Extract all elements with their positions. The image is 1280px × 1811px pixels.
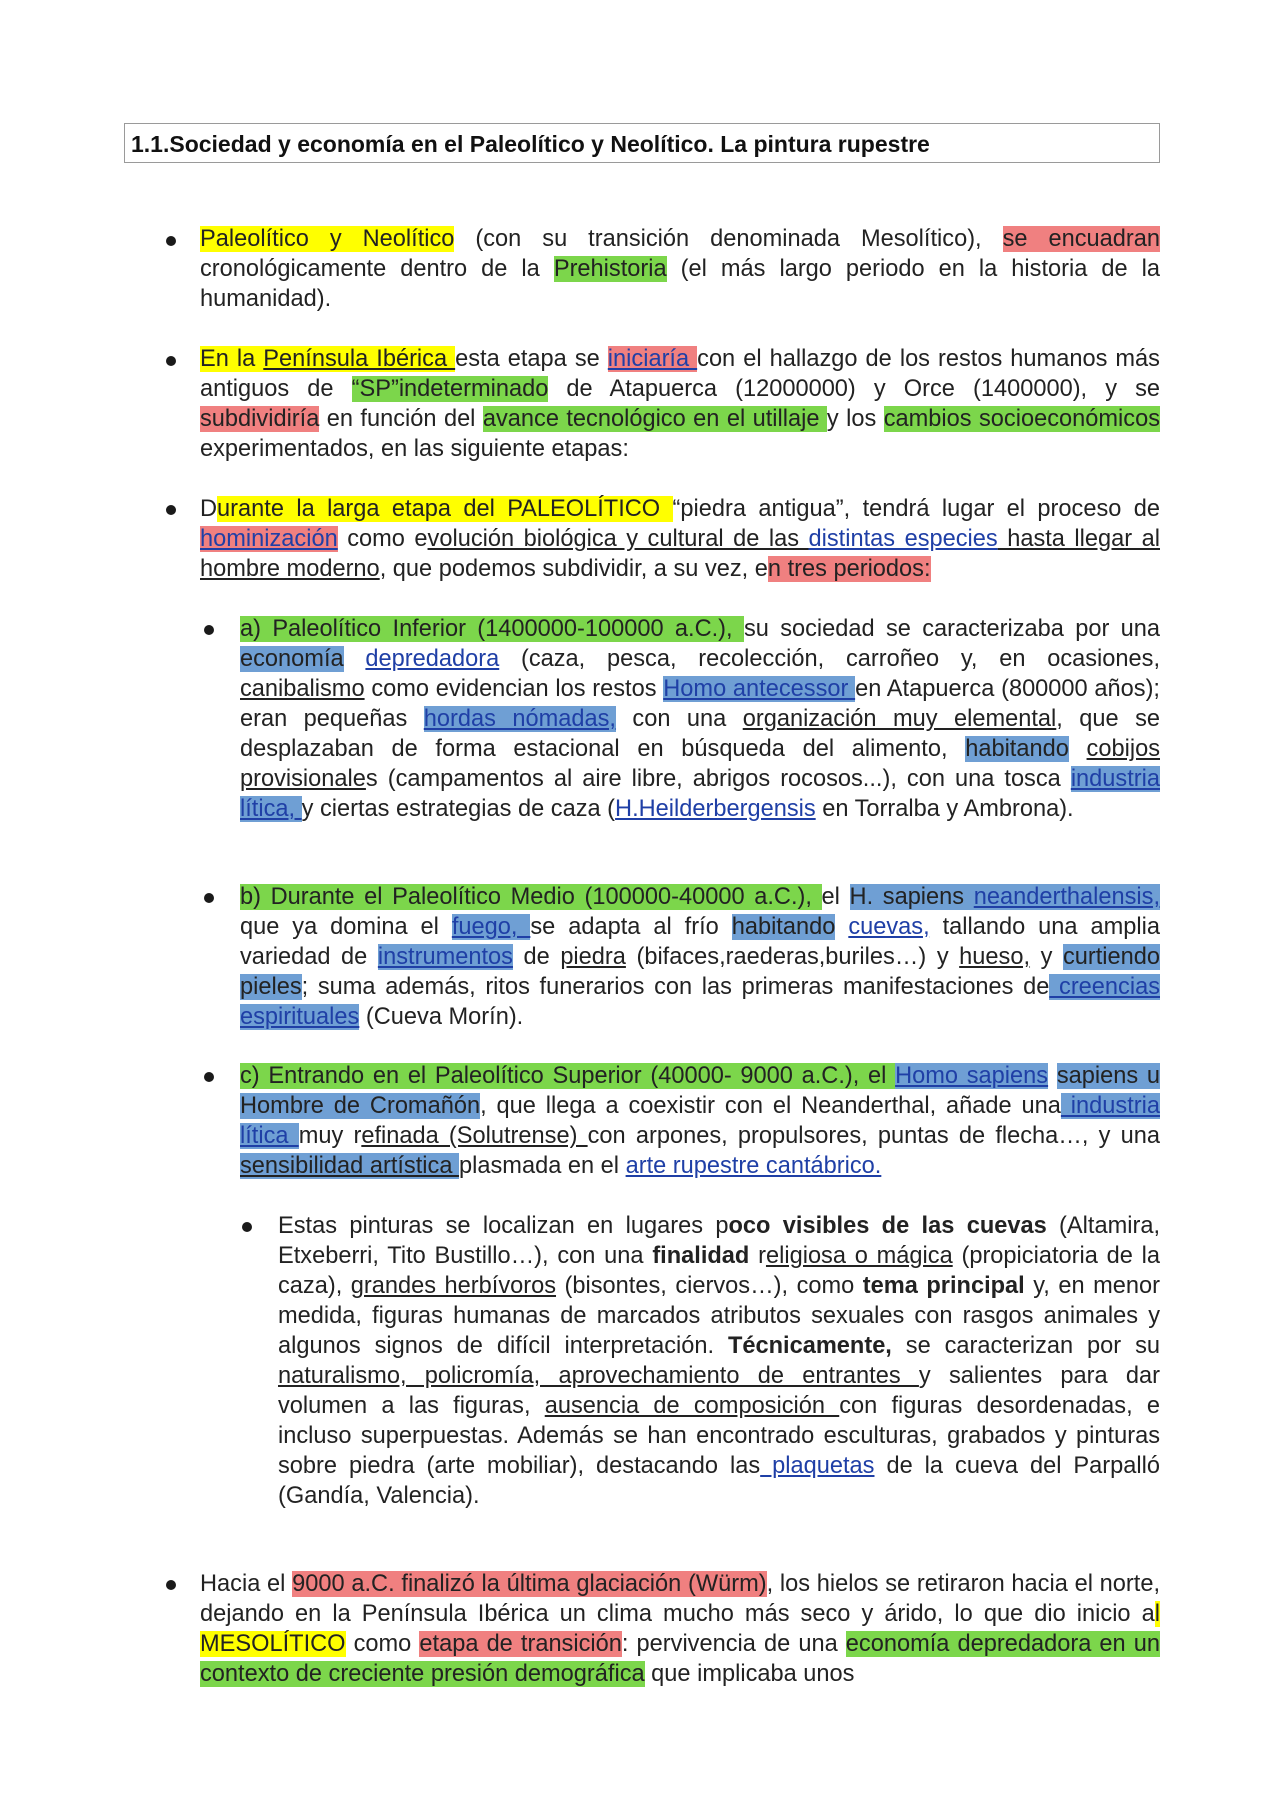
highlighted-text: Península Ibérica xyxy=(263,346,456,372)
text-run: de xyxy=(512,944,561,970)
paragraph-paleolitico-medio xyxy=(240,882,1160,1032)
highlighted-text: b) Durante el Paleolítico Medio (100000-40000 a.C.), xyxy=(240,884,822,910)
highlighted-text: economía xyxy=(240,646,344,672)
text-run: experimentados, en las siguiente etapas: xyxy=(200,436,629,462)
text-run: con figuras desordenadas, e incluso superpuestas. Además se han encontrado esculturas, grabados y pinturas sobre piedra (arte mobiliar), destacando las xyxy=(278,1393,1160,1479)
text-run: con el hallazgo de los restos humanos más antiguos de xyxy=(200,346,1160,402)
text-run: ; suma además, ritos funerarios con las primeras manifestaciones de xyxy=(301,974,1050,1000)
text-run: (propiciatoria de la caza), xyxy=(278,1243,1160,1299)
text-run: como e xyxy=(337,526,428,552)
text-run: (Cueva Morín). xyxy=(359,1004,524,1030)
text-run: con una xyxy=(615,706,743,732)
highlighted-text: n tres periodos: xyxy=(767,556,931,582)
highlighted-text: subdividiría xyxy=(200,406,320,432)
highlighted-text: oco visibles de las cuevas xyxy=(728,1213,1047,1239)
text-run: , los hielos se retiraron hacia el norte, dejando en la Península Ibérica un clima mucho más seco y árido, lo que dio inicio a xyxy=(200,1571,1161,1627)
text-run: con arpones, propulsores, puntas de flecha…, y una xyxy=(587,1123,1160,1149)
text-run: (caza, pesca, recolección, carroñeo y, en ocasiones, xyxy=(499,646,1160,672)
text-run: plasmada en el xyxy=(459,1153,626,1179)
text-link[interactable]: neanderthalensis, xyxy=(973,884,1160,910)
paragraph-paleolitico-inferior xyxy=(240,614,1160,824)
text-run: “piedra antigua”, tendrá lugar el proceso de xyxy=(672,496,1160,522)
text-run xyxy=(1069,736,1087,762)
text-run: como xyxy=(345,1631,420,1657)
text-run: de Atapuerca (12000000) y Orce (1400000), y se xyxy=(548,376,1160,402)
highlighted-text: volución biológica y cultural de las xyxy=(427,526,809,552)
highlighted-text: cambios socioeconómicos xyxy=(883,406,1160,432)
text-link[interactable]: creencias espirituales xyxy=(240,974,1160,1030)
highlighted-text: habitando xyxy=(731,914,836,940)
paragraph-mesolitico xyxy=(200,1569,1160,1689)
text-run: como evidencian los restos xyxy=(364,676,664,702)
text-run: (bifaces,raederas,buriles…) y xyxy=(625,944,960,970)
highlighted-text: 9000 a.C. finalizó la última glaciación (Würm) xyxy=(292,1571,767,1597)
highlighted-text: organización muy elemental xyxy=(742,706,1057,732)
bullet-marker xyxy=(242,1222,252,1232)
paragraph-prehistoria xyxy=(200,224,1160,314)
bullet-marker xyxy=(166,356,176,366)
text-run: (el más largo periodo en la historia de la humanidad). xyxy=(200,256,1161,312)
highlighted-text: urante la larga etapa del PALEOLÍTICO xyxy=(217,496,673,522)
text-run: que implicaba unos xyxy=(644,1661,855,1687)
text-run: el xyxy=(821,884,850,910)
text-run: , que llega a coexistir con el Neanderthal, añade una xyxy=(480,1093,1061,1119)
text-run: , que se desplazaban de forma estacional en búsqueda del alimento, xyxy=(240,706,1161,762)
text-link[interactable]: iniciaría xyxy=(607,346,698,372)
text-run: en función del xyxy=(319,406,483,432)
text-run: se caracterizan por su xyxy=(891,1333,1160,1359)
highlighted-text: a) Paleolítico Inferior (1400000-100000 a.C.), xyxy=(240,616,744,642)
highlighted-text: l MESOLÍTICO xyxy=(200,1601,1160,1657)
highlighted-text: economía depredadora en un contexto de creciente presión demográfica xyxy=(200,1631,1161,1687)
text-run: que ya domina el xyxy=(240,914,452,940)
highlighted-text: curtiendo pieles xyxy=(240,944,1160,1000)
text-run: y xyxy=(1030,944,1063,970)
highlighted-text: eligiosa o mágica xyxy=(765,1243,953,1269)
bullet-marker xyxy=(166,1580,176,1590)
text-link[interactable]: plaquetas xyxy=(760,1453,875,1479)
text-run: cronológicamente dentro de la xyxy=(200,256,554,282)
text-link[interactable]: H.Heilderbergensis xyxy=(615,796,816,822)
text-run xyxy=(835,914,848,940)
highlighted-text: cobijos provisionale xyxy=(240,736,1160,792)
paragraph-pinturas-rupestres xyxy=(278,1211,1160,1511)
paragraph-peninsula-iberica xyxy=(200,344,1160,464)
highlighted-text: etapa de transición xyxy=(419,1631,622,1657)
highlighted-text: H. sapiens xyxy=(849,884,974,910)
text-run: esta etapa se xyxy=(455,346,608,372)
text-link[interactable]: cuevas, xyxy=(848,914,930,940)
text-run: (Altamira, Etxeberri, Tito Bustillo…), con una xyxy=(278,1213,1161,1269)
text-run: Hacia el xyxy=(200,1571,293,1597)
text-run: y salientes para dar volumen a las figuras, xyxy=(278,1363,1160,1419)
highlighted-text: Paleolítico y Neolítico xyxy=(200,226,455,252)
bullet-marker xyxy=(166,505,176,515)
highlighted-text: Técnicamente, xyxy=(727,1333,892,1359)
text-link[interactable]: Homo sapiens xyxy=(895,1063,1049,1089)
text-run xyxy=(1048,1063,1057,1089)
text-run: r xyxy=(749,1243,766,1269)
text-run: su sociedad se caracterizaba por una xyxy=(743,616,1160,642)
text-run: : pervivencia de una xyxy=(621,1631,846,1657)
text-link[interactable]: depredadora xyxy=(365,646,500,672)
text-run: se adapta al frío xyxy=(530,914,732,940)
highlighted-text: naturalismo, policromía, aprovechamiento de entrantes xyxy=(278,1363,919,1389)
highlighted-text: hueso, xyxy=(959,944,1031,970)
highlighted-text: c) Entrando en el Paleolítico Superior (40000- 9000 a.C.), el xyxy=(240,1063,896,1089)
bullet-marker xyxy=(204,893,214,903)
text-run: Estas pinturas se localizan en lugares p xyxy=(278,1213,729,1239)
paragraph-paleolitico-superior xyxy=(240,1061,1160,1181)
highlighted-text: sensibilidad artística xyxy=(240,1153,460,1179)
text-link[interactable]: instrumentos xyxy=(377,944,513,970)
highlighted-text: tema principal xyxy=(862,1273,1025,1299)
text-run: de la cueva del Parpalló (Gandía, Valencia). xyxy=(278,1453,1160,1509)
highlighted-text: “SP”indeterminado xyxy=(351,376,549,402)
highlighted-text: En la xyxy=(200,346,264,372)
bullet-marker xyxy=(204,625,214,635)
highlighted-text: habitando xyxy=(965,736,1069,762)
text-link[interactable]: arte rupestre cantábrico. xyxy=(625,1153,882,1179)
highlighted-text: efinada (Solutrense) xyxy=(361,1123,588,1149)
text-run: tallando una amplia variedad de xyxy=(240,914,1160,970)
highlighted-text: finalidad xyxy=(652,1243,750,1269)
text-run: en Torralba y Ambrona). xyxy=(815,796,1074,822)
text-link[interactable]: distintas especies xyxy=(808,526,998,552)
text-link[interactable]: hominización xyxy=(200,526,338,552)
text-link[interactable]: hordas nómadas, xyxy=(423,706,616,732)
highlighted-text: avance tecnológico en el utillaje xyxy=(482,406,827,432)
highlighted-text: sapiens u Hombre de Cromañón xyxy=(240,1063,1160,1119)
text-run: en Atapuerca (800000 años); eran pequeñas xyxy=(240,676,1160,732)
text-link[interactable]: Homo antecessor xyxy=(663,676,856,702)
text-run: y los xyxy=(826,406,884,432)
text-run: (bisontes, ciervos…), como xyxy=(556,1273,863,1299)
text-link[interactable]: industria lítica xyxy=(240,1093,1160,1149)
text-run: s (campamentos al aire libre, abrigos rocosos...), con una tosca xyxy=(365,766,1071,792)
text-run: (con su transición denominada Mesolítico), xyxy=(454,226,1003,252)
bullet-marker xyxy=(166,236,176,246)
highlighted-text: grandes herbívoros xyxy=(350,1273,557,1299)
text-run: D xyxy=(200,496,218,522)
highlighted-text: piedra xyxy=(560,944,626,970)
text-link[interactable]: fuego, xyxy=(451,914,531,940)
highlighted-text: se encuadran xyxy=(1002,226,1160,252)
text-run: y ciertas estrategias de caza ( xyxy=(301,796,616,822)
paragraph-paleolitico xyxy=(200,494,1160,584)
highlighted-text: Prehistoria xyxy=(553,256,667,282)
text-run: muy r xyxy=(298,1123,362,1149)
text-link[interactable]: industria lítica, xyxy=(240,766,1160,822)
highlighted-text: canibalismo xyxy=(240,676,365,702)
text-run: y, en menor medida, figuras humanas de marcados atributos sexuales con rasgos animales y algunos signos de difícil interpretación. xyxy=(278,1273,1160,1359)
section-title: 1.1.Sociedad y economía en el Paleolítico y Neolítico. La pintura rupestre xyxy=(124,123,1160,163)
highlighted-text: ausencia de composición xyxy=(544,1393,840,1419)
text-run: , que podemos subdividir, a su vez, e xyxy=(379,556,768,582)
text-run xyxy=(344,646,366,672)
highlighted-text: hasta llegar al hombre moderno xyxy=(200,526,1160,582)
bullet-marker xyxy=(204,1072,214,1082)
